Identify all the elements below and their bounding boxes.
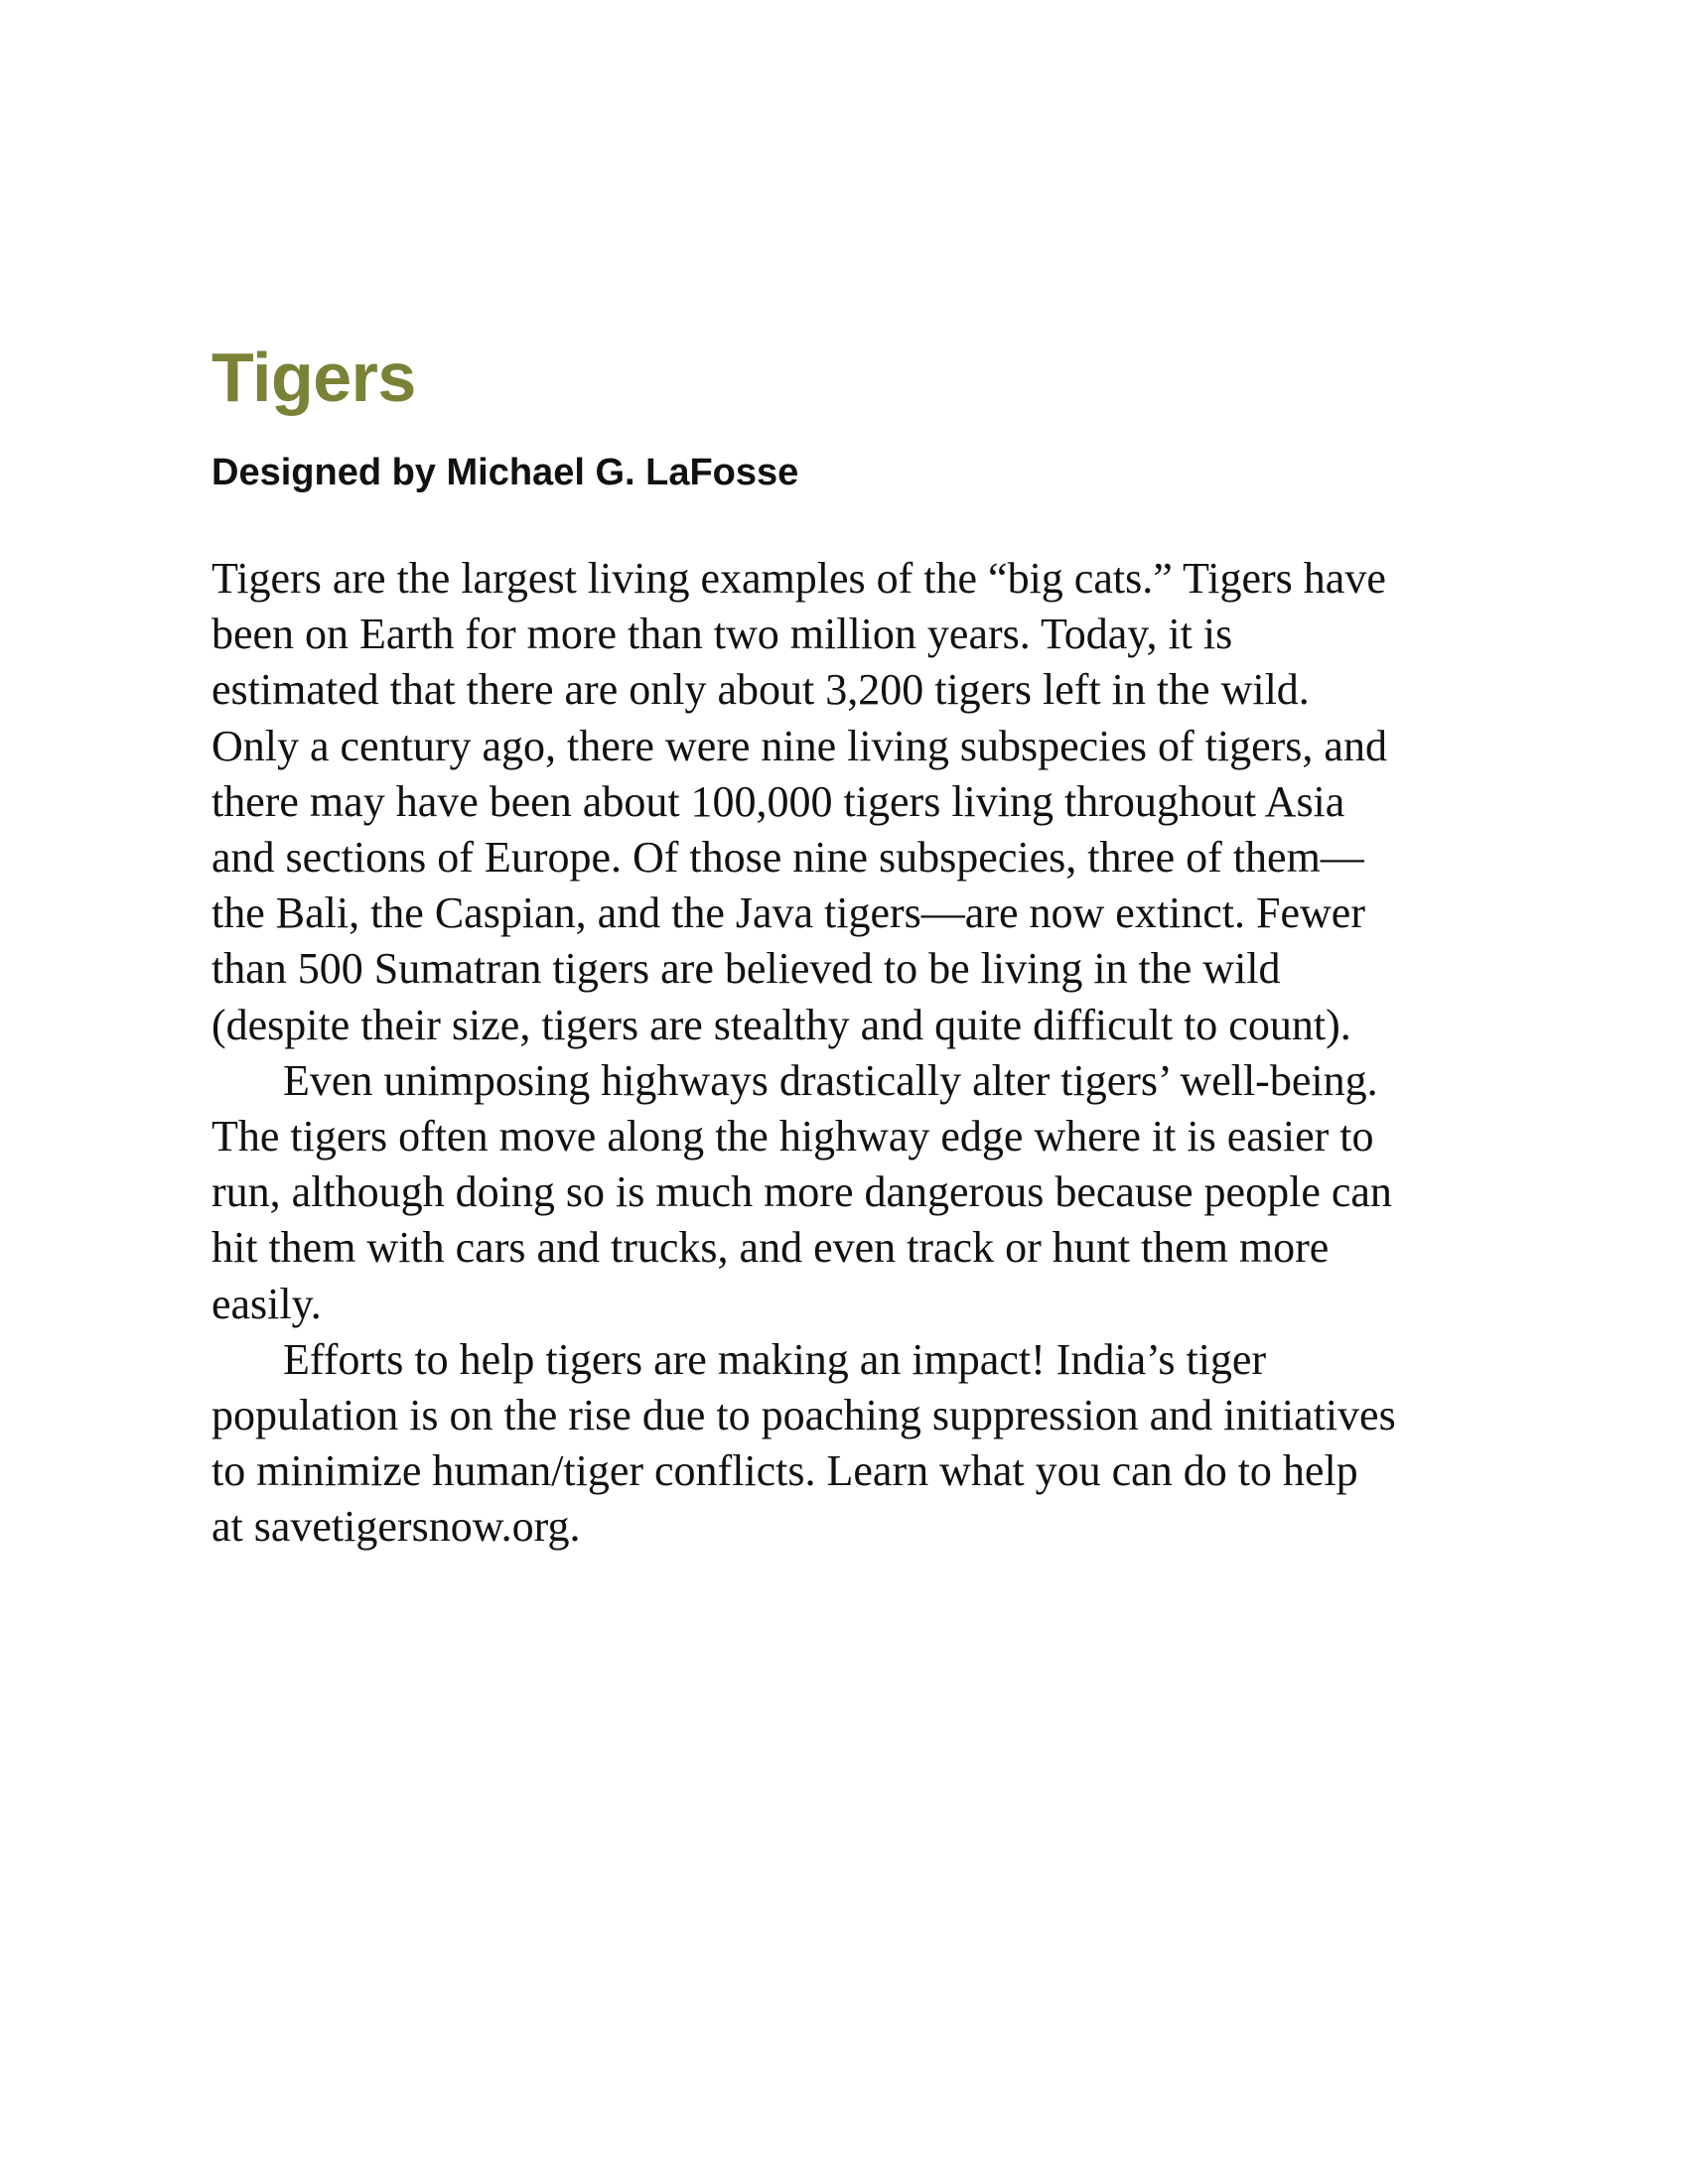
byline: Designed by Michael G. LaFosse — [211, 452, 799, 493]
text-line: (despite their size, tigers are stealthy and quite difficult to count). — [211, 1000, 1351, 1049]
text-line: Tigers are the largest living examples of the “big cats.” Tigers have — [211, 554, 1386, 603]
text-line: hit them with cars and trucks, and even track or hunt them more — [211, 1223, 1330, 1273]
text-line: Efforts to help tigers are making an impact! India’s tiger — [283, 1334, 1267, 1384]
text-line: easily. — [211, 1279, 322, 1328]
paragraph-2 — [211, 1053, 1502, 1332]
text-line: to minimize human/tiger conflicts. Learn what you can do to help — [211, 1446, 1358, 1496]
text-line: and sections of Europe. Of those nine subspecies, three of them— — [211, 833, 1364, 883]
text-line: there may have been about 100,000 tigers living throughout Asia — [211, 776, 1345, 826]
text-line: Even unimposing highways drastically alter tigers’ well-being. — [283, 1055, 1378, 1105]
page-title: Tigers — [211, 339, 416, 416]
text-line: than 500 Sumatran tigers are believed to be living in the wild — [211, 944, 1281, 994]
text-line: the Bali, the Caspian, and the Java tigers—are now extinct. Fewer — [211, 888, 1365, 938]
paragraph-3 — [211, 1332, 1502, 1556]
paragraph-1 — [211, 551, 1502, 1053]
text-line: at savetigersnow.org. — [211, 1502, 581, 1552]
text-line: run, although doing so is much more dangerous because people can — [211, 1167, 1392, 1217]
text-line: population is on the rise due to poaching suppression and initiatives — [211, 1391, 1396, 1440]
text-line: been on Earth for more than two million years. Today, it is — [211, 610, 1233, 659]
text-line: The tigers often move along the highway edge where it is easier to — [211, 1112, 1374, 1161]
article — [211, 339, 1502, 1556]
text-line: estimated that there are only about 3,200 tigers left in the wild. — [211, 665, 1310, 715]
text-line: Only a century ago, there were nine living subspecies of tigers, and — [211, 721, 1387, 770]
article-body — [211, 551, 1502, 1556]
